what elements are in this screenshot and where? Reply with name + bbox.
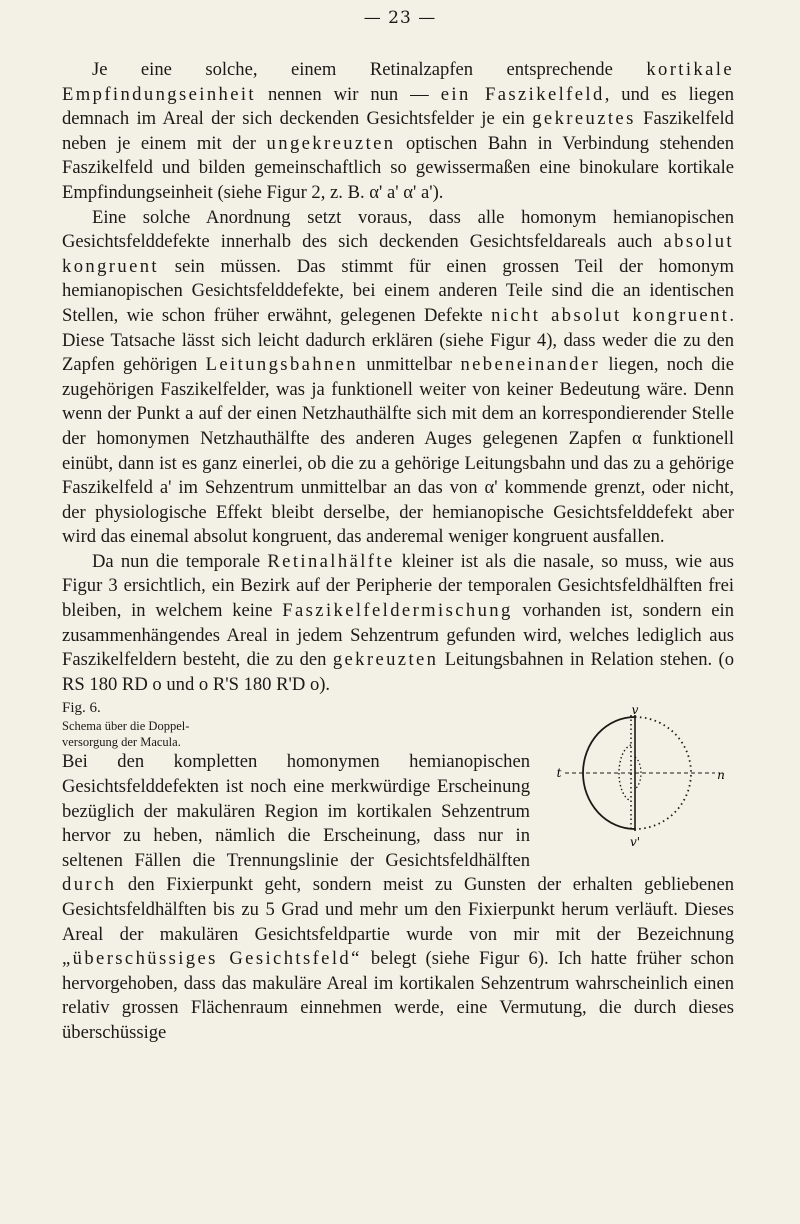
figure-number: Fig. 6. xyxy=(62,700,101,717)
macula-schema-diagram xyxy=(551,705,727,847)
text-run: , und es liegen demnach im Areal der sich deckenden Gesichtsfelder je ein xyxy=(62,83,735,130)
text-run: unmittelbar xyxy=(358,354,461,376)
text-run: kleiner ist als die nasale, so muss, wie aus Figur 3 ersichtlich, ein Bezirk auf der Peripherie der temporalen Gesichtsfeldhälften frei bleiben, in welchem keine xyxy=(62,550,734,622)
text-run: Leitungsbahnen in Relation stehen. (o RS 180 RD o und o R'S 180 R'D o). xyxy=(62,649,734,695)
text-run: sein müssen. Das stimmt für einen grossen Teil der homonym hemianopischen Gesichtsfelddefekte, bei einem anderen Teile sind die an identischen Stellen, wie schon früher erwähnt, gelegenen Defekte xyxy=(62,255,734,326)
page-number: — 23 — xyxy=(363,8,437,28)
paragraph-2 xyxy=(62,206,734,550)
paragraph-3 xyxy=(62,550,734,698)
text-run: . Diese Tatsache lässt sich leicht dadurch erklären (siehe Figur 4), dass weder die zu den Zapfen gehörigen xyxy=(62,304,735,376)
spaced-emphasis: gekreuztes xyxy=(532,108,636,130)
body-text xyxy=(62,58,734,1046)
text-run: Faszikelfeld neben je einem mit der xyxy=(62,108,734,154)
spaced-emphasis: Faszikelfeldermischung xyxy=(282,600,513,622)
text-run: nennen wir nun — xyxy=(256,83,441,105)
spaced-emphasis: ein Faszikelfeld xyxy=(440,83,605,105)
label-right: n xyxy=(717,768,725,783)
text-run: Eine solche Anordnung setzt voraus, dass alle homonym hemianopischen Gesichtsfelddefekte innerhalb des sich deckenden Gesichtsfeldareals auch xyxy=(62,206,734,253)
figure-caption-line-1: Schema über die Doppel- xyxy=(62,719,190,734)
text-run: vorhanden ist, sondern ein zusammenhängendes Areal in jedem Sehzentrum gefunden wird, welches lediglich aus Faszikelfeldern besteht, die zu den xyxy=(62,600,735,671)
spaced-emphasis: nebeneinander xyxy=(460,354,601,376)
text-run: den Fixierpunkt geht, sondern meist zu Gunsten der erhalten gebliebenen Gesichtsfeldhälften bis zu 5 Grad und mehr um den Fixierpunkt herum verläuft. Dieses Areal der makulären Gesichtsfeldpartie wurde von mir mit der Bezeichnung xyxy=(62,874,734,945)
label-top: v xyxy=(631,705,639,718)
text-run: Je eine solche, einem Retinalzapfen entsprechende xyxy=(92,59,647,80)
spaced-emphasis: „überschüssiges Gesichtsfeld“ xyxy=(62,948,362,970)
paragraph-1 xyxy=(62,58,734,206)
spaced-emphasis: durch xyxy=(62,874,117,896)
spaced-emphasis: ungekreuzten xyxy=(266,132,396,154)
text-run: Bei den kompletten homonymen hemianopischen Gesichtsfelddefekten ist noch eine merkwürdige Erscheinung bezüglich der makulären Region im kortikalen Sehzentrum hervor zu heben, nämlich die Erscheinung, dass nur in seltenen Fällen die Trennungslinie der Gesichtsfeldhälften xyxy=(62,751,530,871)
label-left: t xyxy=(556,766,562,781)
spaced-emphasis: Retinalhälfte xyxy=(267,550,395,572)
figure-caption-line-2: versorgung der Macula. xyxy=(62,735,181,750)
spaced-emphasis: nicht absolut kongruent xyxy=(491,304,730,326)
spaced-emphasis: gekreuzten xyxy=(332,649,439,671)
label-bottom: v' xyxy=(629,835,641,848)
text-run: liegen, noch die zugehörigen Faszikelfelder, was ja funktionell weiter von keiner Bedeutung wäre. Denn wenn der Punkt a auf der einen Netzhauthälfte sich mit dem an korrespondierender Stelle der homonymen Netzhauthälfte des anderen Auges gelegenen Zapfen α funktionell einübt, dann ist es ganz einerlei, ob die zu a gehörige Leitungsbahn und das zu a gehörige Faszikelfeld a' im Sehzentrum unmittelbar an das von α' kommende grenzt, oder nicht, der physiologische Effekt bleibt derselbe, der hemianopische Gesichtsfelddefekt aber wird das einemal absolut kongruent, das anderemal weniger kongruent ausfallen. xyxy=(62,354,734,548)
text-run: belegt (siehe Figur 6). Ich hatte früher schon hervorgehoben, dass das makuläre Areal im kortikalen Sehzentrum wahrscheinlich einen relativ grossen Flächenraum einnehmen werde, eine Vermutung, die durch dieses überschüssige xyxy=(62,948,734,1043)
text-run: Da nun die temporale xyxy=(92,550,268,572)
figure-6 xyxy=(544,705,734,847)
spaced-emphasis: absolut kongruent xyxy=(62,231,734,277)
spaced-emphasis: Leitungsbahnen xyxy=(205,354,359,376)
text-run: optischen Bahn in Verbindung stehenden Faszikelfeld und bilden gemeinschaftlich so gewissermaßen eine binokulare kortikale Empfindungseinheit (siehe Figur 2, z. B. α' a' α' a'). xyxy=(62,132,734,203)
spaced-emphasis: kortikale Empfindungseinheit xyxy=(62,59,734,105)
